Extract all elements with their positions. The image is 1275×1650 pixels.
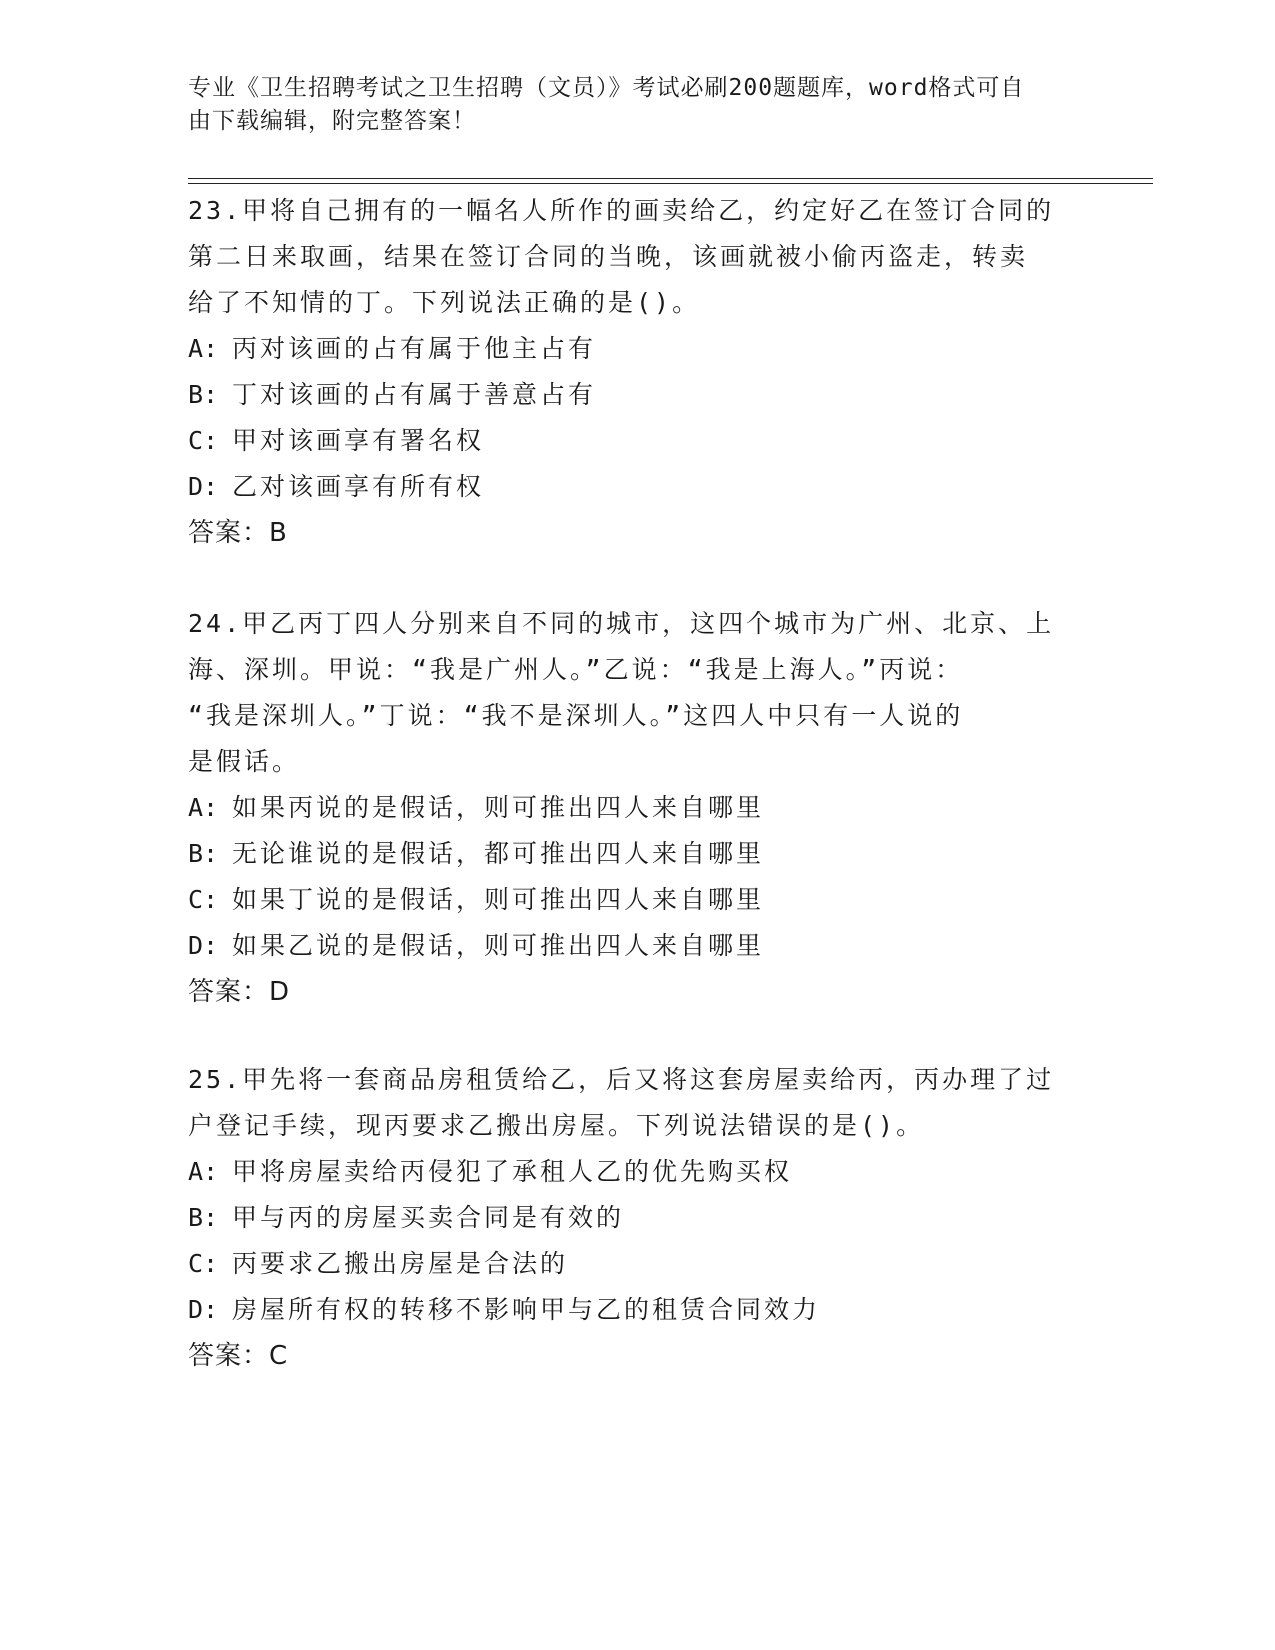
option-a — [188, 1149, 1088, 1195]
option-key: B: — [188, 1203, 219, 1232]
option-text: 丙对该画的占有属于他主占有 — [232, 334, 597, 363]
stem-line: 是假话。 — [188, 747, 301, 776]
stem-line: 25.甲先将一套商品房租赁给乙，后又将这套房屋卖给丙，丙办理了过 — [188, 1065, 1055, 1094]
question-24 — [188, 601, 1088, 1015]
option-text: 丁对该画的占有属于善意占有 — [232, 380, 597, 409]
option-key: B: — [188, 380, 219, 409]
stem-line: “我是深圳人。”丁说：“我不是深圳人。”这四人中只有一人说的 — [188, 701, 964, 730]
option-key: B: — [188, 839, 219, 868]
option-text: 甲与丙的房屋买卖合同是有效的 — [232, 1203, 625, 1232]
question-stem — [188, 1057, 1088, 1149]
document-header — [188, 72, 1068, 138]
option-text: 如果乙说的是假话，则可推出四人来自哪里 — [232, 931, 765, 960]
answer-line: 答案：B — [188, 518, 288, 548]
option-text: 无论谁说的是假话，都可推出四人来自哪里 — [232, 839, 765, 868]
header-line: 专业《卫生招聘考试之卫生招聘（文员）》考试必刷200题题库，word格式可自 — [188, 75, 1025, 101]
answer-line: 答案：C — [188, 1341, 289, 1371]
option-c — [188, 877, 1088, 923]
option-key: A: — [188, 1157, 219, 1186]
option-key: C: — [188, 885, 219, 914]
option-key: A: — [188, 334, 219, 363]
stem-line: 24.甲乙丙丁四人分别来自不同的城市，这四个城市为广州、北京、上 — [188, 609, 1055, 638]
option-a — [188, 326, 1088, 372]
stem-line: 海、深圳。甲说：“我是广州人。”乙说：“我是上海人。”丙说： — [188, 655, 964, 684]
question-stem — [188, 188, 1088, 326]
option-text: 甲对该画享有署名权 — [232, 426, 485, 455]
header-divider — [188, 178, 1153, 179]
option-text: 乙对该画享有所有权 — [232, 472, 485, 501]
option-key: A: — [188, 793, 219, 822]
option-text: 甲将房屋卖给丙侵犯了承租人乙的优先购买权 — [232, 1157, 793, 1186]
header-divider — [188, 183, 1153, 184]
option-b — [188, 831, 1088, 877]
option-a — [188, 785, 1088, 831]
stem-line: 23.甲将自己拥有的一幅名人所作的画卖给乙，约定好乙在签订合同的 — [188, 196, 1055, 225]
answer-line: 答案：D — [188, 977, 291, 1007]
stem-line: 户登记手续，现丙要求乙搬出房屋。下列说法错误的是()。 — [188, 1111, 925, 1140]
stem-line: 第二日来取画，结果在签订合同的当晚，该画就被小偷丙盗走，转卖 — [188, 242, 1029, 271]
option-key: D: — [188, 472, 219, 501]
stem-line: 给了不知情的丁。下列说法正确的是()。 — [188, 288, 701, 317]
question-stem — [188, 601, 1088, 785]
question-23 — [188, 188, 1088, 556]
option-d — [188, 1287, 1088, 1333]
option-key: C: — [188, 1249, 219, 1278]
option-text: 如果丙说的是假话，则可推出四人来自哪里 — [232, 793, 765, 822]
question-25 — [188, 1057, 1088, 1379]
option-c — [188, 418, 1088, 464]
option-d — [188, 923, 1088, 969]
option-key: D: — [188, 931, 219, 960]
option-b — [188, 1195, 1088, 1241]
option-d — [188, 464, 1088, 510]
header-line: 由下载编辑，附完整答案！ — [188, 108, 476, 134]
option-text: 丙要求乙搬出房屋是合法的 — [232, 1249, 569, 1278]
option-text: 如果丁说的是假话，则可推出四人来自哪里 — [232, 885, 765, 914]
option-key: D: — [188, 1295, 219, 1324]
option-text: 房屋所有权的转移不影响甲与乙的租赁合同效力 — [232, 1295, 821, 1324]
option-c — [188, 1241, 1088, 1287]
option-key: C: — [188, 426, 219, 455]
option-b — [188, 372, 1088, 418]
